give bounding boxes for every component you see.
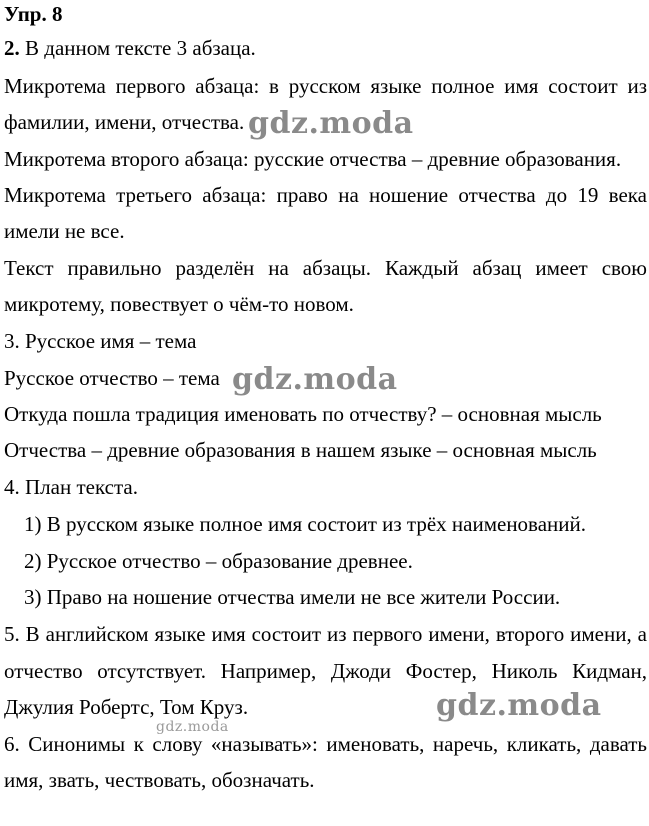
item5-line1: 5. В английском языке имя состоит из первого имени, второго имени, а — [4, 622, 647, 646]
item2-p3-line2: имели не все. — [4, 219, 125, 243]
watermark-logo: gdz.moda — [248, 106, 414, 141]
item2-p4-line2: микротему, повествует о чём-то новом. — [4, 292, 354, 316]
item2-p1-line2: фамилии, имени, отчества. — [4, 110, 245, 134]
item5-line2: отчество отсутствует. Например, Джоди Фостер, Николь Кидман, — [4, 659, 647, 683]
plan-item: 1) В русском языке полное имя состоит из трёх наименований. — [24, 512, 586, 536]
item6-line1: 6. Синонимы к слову «называть»: именовать, наречь, кликать, давать — [4, 732, 647, 756]
item2-number: 2. — [4, 36, 20, 60]
item2-p2: Микротема второго абзаца: русские отчества – древние образования. — [4, 147, 622, 171]
plan-item: 3) Право на ношение отчества имели не все жители России. — [24, 585, 561, 609]
item3-line4: Отчества – древние образования в нашем языке – основная мысль — [4, 438, 597, 462]
item2-intro — [4, 36, 256, 60]
exercise-heading: Упр. 8 — [4, 2, 63, 26]
plan-item: 2) Русское отчество – образование древнее. — [24, 549, 413, 573]
watermark-logo-small: gdz.moda — [156, 719, 229, 735]
watermark-logo: gdz.moda — [436, 688, 602, 723]
item3-line2: Русское отчество – тема — [4, 366, 220, 390]
item6-line2: имя, звать, чествовать, обозначать. — [4, 768, 315, 792]
item2-p4-line1: Текст правильно разделён на абзацы. Каждый абзац имеет свою — [4, 256, 647, 280]
item3-line3: Откуда пошла традиция именовать по отчеству? – основная мысль — [4, 402, 602, 426]
item5-line3: Джулия Робертс, Том Круз. — [4, 695, 249, 719]
item4-title: 4. План текста. — [4, 475, 138, 499]
watermark-logo: gdz.moda — [232, 362, 398, 397]
item2-p1-line1: Микротема первого абзаца: в русском языке полное имя состоит из — [4, 74, 647, 98]
item2-intro-text: В данном тексте 3 абзаца. — [25, 36, 256, 60]
item2-p3-line1: Микротема третьего абзаца: право на ношение отчества до 19 века — [4, 183, 647, 207]
item3-line1: 3. Русское имя – тема — [4, 329, 197, 353]
